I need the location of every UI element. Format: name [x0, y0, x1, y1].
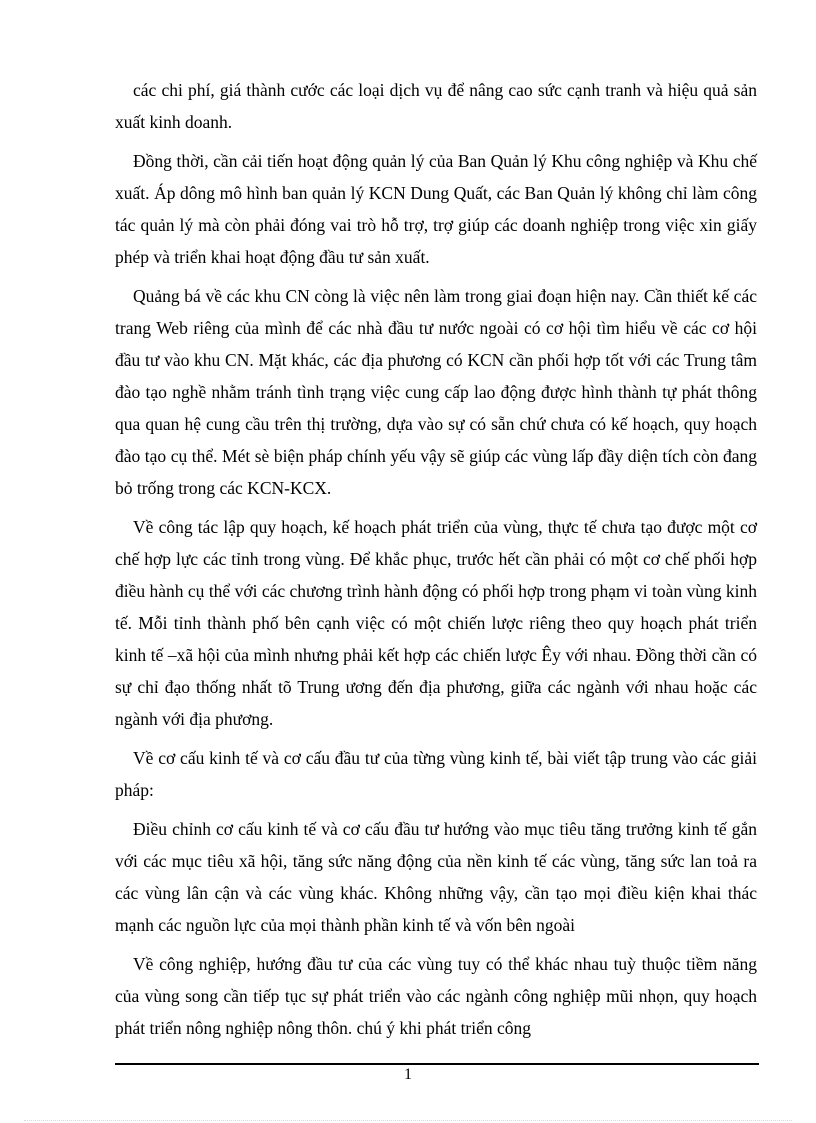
footer-divider — [115, 1063, 759, 1065]
page-number: 1 — [404, 1066, 412, 1083]
document-body — [115, 74, 757, 1051]
paragraph: Về công tác lập quy hoạch, kế hoạch phát triển của vùng, thực tế chưa tạo được một cơ chế hợp lực các tỉnh trong vùng. Để khắc phục, trước hết cần phải có một cơ chế phối hợp điều hành cụ thể với các chương trình hành động có phối hợp trong phạm vi toàn vùng kinh tế. Mỗi tỉnh thành phố bên cạnh việc có một chiến lược riêng theo quy hoạch phát triển kinh tế –xã hội của mình nhưng phải kết hợp các chiến lược Êy với nhau. Đồng thời cần có sự chỉ đạo thống nhất tõ Trung ương đến địa phương, giữa các ngành với nhau hoặc các ngành với địa phương. — [115, 517, 757, 729]
paragraph: Về công nghiệp, hướng đầu tư của các vùng tuy có thể khác nhau tuỳ thuộc tiềm năng của vùng song cần tiếp tục sự phát triển vào các ngành công nghiệp mũi nhọn, quy hoạch phát triển nông nghiệp nông thôn. chú ý khi phát triển công — [115, 954, 757, 1038]
paragraph: các chi phí, giá thành cước các loại dịch vụ để nâng cao sức cạnh tranh và hiệu quả sản xuất kinh doanh. — [115, 80, 757, 132]
paragraph: Đồng thời, cần cải tiến hoạt động quản lý của Ban Quản lý Khu công nghiệp và Khu chế xuất. Áp dông mô hình ban quản lý KCN Dung Quất, các Ban Quản lý không chỉ làm công tác quản lý mà còn phải đóng vai trò hỗ trợ, trợ giúp các doanh nghiệp trong việc xin giấy phép và triển khai hoạt động đầu tư sản xuất. — [115, 151, 757, 267]
page-edge-dotted-line — [24, 1120, 792, 1121]
paragraph: Quảng bá về các khu CN còng là việc nên làm trong giai đoạn hiện nay. Cần thiết kế các trang Web riêng của mình để các nhà đầu tư nước ngoài có cơ hội tìm hiểu về các cơ hội đầu tư vào khu CN. Mặt khác, các địa phương có KCN cần phối hợp tốt với các Trung tâm đào tạo nghề nhằm tránh tình trạng việc cung cấp lao động được hình thành tự phát thông qua quan hệ cung cầu trên thị trường, dựa vào sự có sẵn chứ chưa có kế hoạch, quy hoạch đào tạo cụ thể. Mét sè biện pháp chính yếu vậy sẽ giúp các vùng lấp đầy diện tích còn đang bỏ trống trong các KCN-KCX. — [115, 286, 757, 498]
paragraph: Về cơ cấu kinh tế và cơ cấu đầu tư của từng vùng kinh tế, bài viết tập trung vào các giải pháp: — [115, 748, 757, 800]
paragraph: Điều chỉnh cơ cấu kinh tế và cơ cấu đầu tư hướng vào mục tiêu tăng trưởng kinh tế gắn với các mục tiêu xã hội, tăng sức năng động của nền kinh tế các vùng, tăng sức lan toả ra các vùng lân cận và các vùng khác. Không những vậy, cần tạo mọi điều kiện khai thác mạnh các nguồn lực của mọi thành phần kinh tế và vốn bên ngoài — [115, 819, 757, 935]
